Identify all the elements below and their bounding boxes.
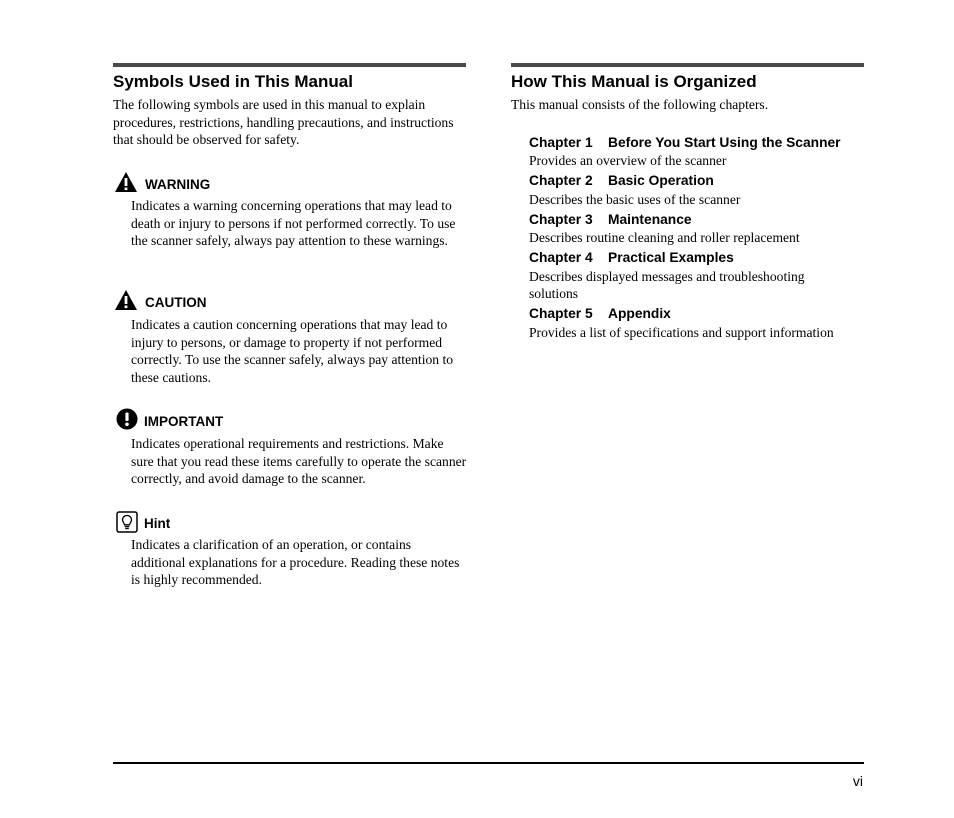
chapter-4-description: Describes displayed messages and troubleshooting solutions xyxy=(529,269,805,301)
warning-text: Indicates a warning concerning operations that may lead to death or injury to persons if not performed correctly. To use the scanner safely, always pay attention to these warnings. xyxy=(131,198,456,249)
right-section-intro: This manual consists of the following chapters. xyxy=(511,97,769,112)
right-section-title: How This Manual is Organized xyxy=(511,72,757,91)
left-section-title: Symbols Used in This Manual xyxy=(113,72,353,91)
chapter-number: Chapter 5 xyxy=(529,306,593,321)
chapter-title: Practical Examples xyxy=(608,250,734,265)
chapter-title: Before You Start Using the Scanner xyxy=(608,135,841,150)
hint-lightbulb-icon xyxy=(116,511,138,538)
chapter-1-heading xyxy=(529,135,841,150)
chapter-3-description: Describes routine cleaning and roller replacement xyxy=(529,230,800,245)
footer-rule xyxy=(113,762,864,764)
caution-triangle-icon xyxy=(114,289,138,316)
chapter-3-heading xyxy=(529,212,692,227)
chapter-number: Chapter 3 xyxy=(529,212,593,227)
chapter-2-description: Describes the basic uses of the scanner xyxy=(529,192,741,207)
chapter-5-description: Provides a list of specifications and support information xyxy=(529,325,834,340)
chapter-title: Maintenance xyxy=(608,212,692,227)
warning-label: WARNING xyxy=(145,177,211,192)
left-section-rule xyxy=(113,63,466,67)
chapter-4-heading xyxy=(529,250,734,265)
left-section-intro: The following symbols are used in this manual to explain procedures, restrictions, handling precautions, and instructions that should be observed for safety. xyxy=(113,97,454,148)
caution-label: CAUTION xyxy=(145,295,207,310)
chapter-number: Chapter 1 xyxy=(529,135,593,150)
chapter-1-description: Provides an overview of the scanner xyxy=(529,153,727,168)
hint-text: Indicates a clarification of an operation, or contains additional explanations for a procedure. Reading these notes is highly recommended. xyxy=(131,537,460,588)
page-number: vi xyxy=(852,773,863,789)
caution-text: Indicates a caution concerning operations that may lead to injury to persons, or damage to property if not performed correctly. To use the scanner safely, always pay attention to these cautions. xyxy=(131,317,454,385)
warning-triangle-icon xyxy=(114,171,138,198)
chapter-2-heading xyxy=(529,173,714,188)
chapter-5-heading xyxy=(529,306,671,321)
chapter-number: Chapter 4 xyxy=(529,250,593,265)
chapter-title: Appendix xyxy=(608,306,671,321)
important-text: Indicates operational requirements and restrictions. Make sure that you read these items carefully to operate the scanner correctly, and avoid damage to the scanner. xyxy=(131,436,467,487)
hint-label: Hint xyxy=(144,516,171,531)
chapter-number: Chapter 2 xyxy=(529,173,593,188)
chapter-title: Basic Operation xyxy=(608,173,714,188)
right-section-rule xyxy=(511,63,864,67)
important-exclamation-icon xyxy=(116,408,138,435)
important-label: IMPORTANT xyxy=(144,414,224,429)
